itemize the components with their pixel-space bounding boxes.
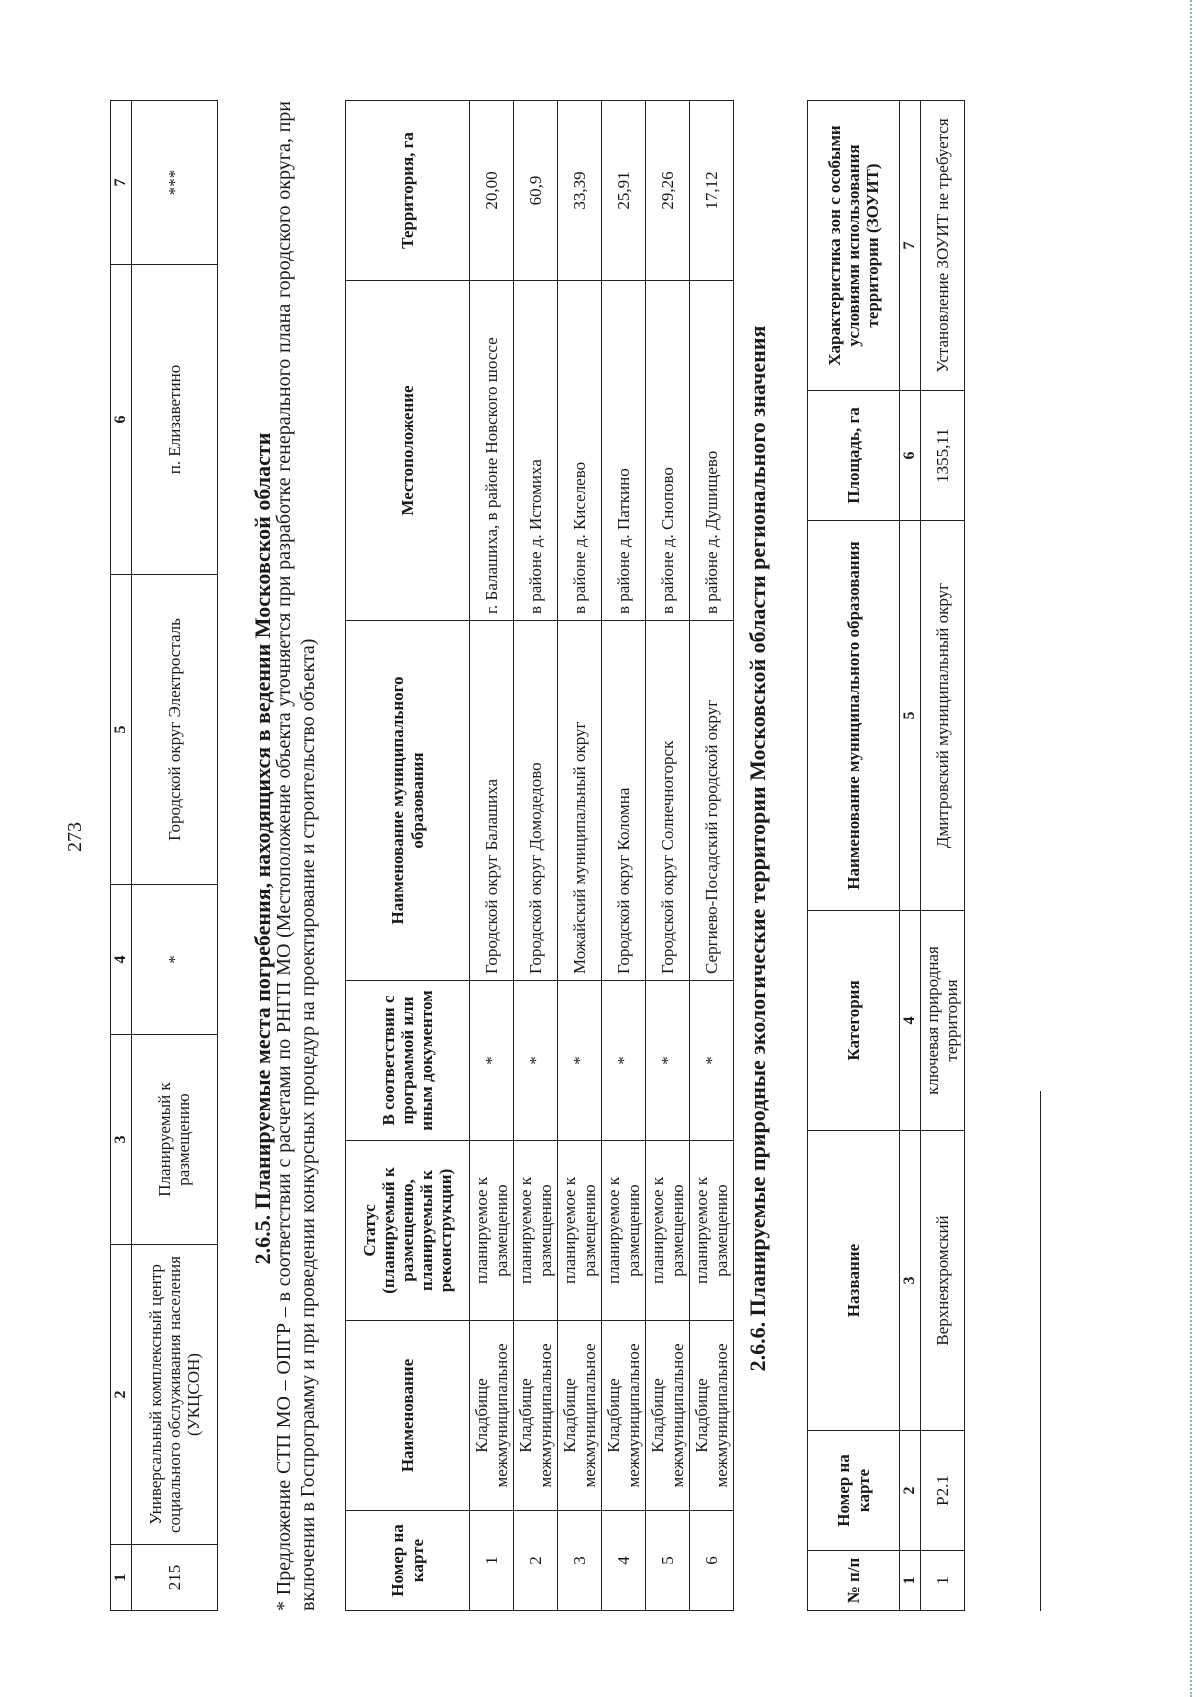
- table-cell: 5: [646, 1511, 690, 1611]
- header-cell: Наименование: [346, 1321, 470, 1511]
- table-cell: *: [514, 981, 558, 1141]
- table-cell: в районе д. Снопово: [646, 281, 690, 621]
- table-cell: планируемое к размещению: [558, 1141, 602, 1321]
- header-cell: Категория: [808, 911, 900, 1131]
- table-cell: в районе д. Душищево: [690, 281, 734, 621]
- table-row: [690, 101, 734, 1611]
- table-cell: 20,00: [470, 101, 514, 281]
- table-cell: Р2.1: [920, 1431, 964, 1551]
- table-cell: планируемое к размещению: [602, 1141, 646, 1321]
- table-cell: планируемое к размещению: [646, 1141, 690, 1321]
- table-cell: Кладбище межмуниципальное: [602, 1321, 646, 1511]
- table-cell: Кладбище межмуниципальное: [690, 1321, 734, 1511]
- index-cell: 7: [900, 101, 921, 391]
- table-cell: 4: [602, 1511, 646, 1611]
- index-cell: 3: [900, 1131, 921, 1431]
- header-cell: Наименование муниципального образования: [808, 521, 900, 911]
- table-cell: Кладбище межмуниципальное: [470, 1321, 514, 1511]
- table-cell: 33,39: [558, 101, 602, 281]
- index-cell: 2: [900, 1431, 921, 1551]
- header-cell: Местоположение: [346, 281, 470, 621]
- header-cell: Характеристика зон с особыми условиями использования территории (ЗОУИТ): [808, 101, 900, 391]
- header-cell: 6: [111, 265, 132, 575]
- table-cell: Городской округ Домодедово: [514, 621, 558, 981]
- table-cell: Установление ЗОУИТ не требуется: [920, 101, 964, 391]
- header-cell: 2: [111, 1245, 132, 1545]
- table-row: [131, 101, 217, 1611]
- table-cell: Городской округ Электросталь: [131, 575, 217, 885]
- table-cell: г. Балашиха, в районе Новского шоссе: [470, 281, 514, 621]
- footnote-separator: [1040, 1091, 1041, 1611]
- header-cell: Номер на карте: [808, 1431, 900, 1551]
- table-cell: *: [646, 981, 690, 1141]
- table-cell: 1: [920, 1551, 964, 1611]
- table-cell: п. Елизаветино: [131, 265, 217, 575]
- table-cell: 60,9: [514, 101, 558, 281]
- table-row: [470, 101, 514, 1611]
- table-cell: *: [470, 981, 514, 1141]
- header-cell: № п/п: [808, 1551, 900, 1611]
- table-index-row: [900, 101, 921, 1611]
- table-cell: Кладбище межмуниципальное: [514, 1321, 558, 1511]
- table-cell: *: [602, 981, 646, 1141]
- table-cell: планируемое к размещению: [514, 1141, 558, 1321]
- index-cell: 5: [900, 521, 921, 911]
- table-cell: 1: [470, 1511, 514, 1611]
- table-cell: Кладбище межмуниципальное: [558, 1321, 602, 1511]
- header-cell: Статус (планируемый к размещению, планируемый к реконструкции): [346, 1141, 470, 1321]
- table-cell: Городской округ Солнечногорск: [646, 621, 690, 981]
- footnote-text: * Предложение СТП МО – ОПГР – в соответствии с расчетами по РНГП МО (Местоположение объекта уточняется при разработке генерального плана городского округа, при включении в Госпрограмму и при проведении конкурсных процедур на проектирование и строительство объекта): [273, 101, 320, 1611]
- table-cell: планируемое к размещению: [690, 1141, 734, 1321]
- table-header-row: [346, 101, 470, 1611]
- table-row: [920, 101, 964, 1611]
- section-title-eco-territories: 2.6.6. Планируемые природные экологические территории Московской области регионального значения: [745, 325, 770, 1372]
- table-cell: *: [131, 885, 217, 1035]
- table-cell: Городской округ Балашиха: [470, 621, 514, 981]
- table-header-row: [808, 101, 900, 1611]
- page-number: 273: [64, 822, 86, 852]
- header-cell: Название: [808, 1131, 900, 1431]
- table-header-row: [111, 101, 132, 1611]
- table-cell: Сергиево-Посадский городской округ: [690, 621, 734, 981]
- table-cell: ***: [131, 101, 217, 265]
- table-row: [558, 101, 602, 1611]
- table-cell: Городской округ Коломна: [602, 621, 646, 981]
- table-cell: Планируемый к размещению: [131, 1035, 217, 1245]
- table-cell: 6: [690, 1511, 734, 1611]
- header-cell: Площадь, га: [808, 391, 900, 521]
- table-row: [514, 101, 558, 1611]
- header-cell: В соответствии с программой или иным документом: [346, 981, 470, 1141]
- table-cell: 29,26: [646, 101, 690, 281]
- table-cell: 1355,11: [920, 391, 964, 521]
- table-cell: Кладбище межмуниципальное: [646, 1321, 690, 1511]
- table-cell: Можайский муниципальный округ: [558, 621, 602, 981]
- header-cell: Наименование муниципального образования: [346, 621, 470, 981]
- table-ukcson: [110, 100, 218, 1611]
- table-cell: в районе д. Паткино: [602, 281, 646, 621]
- table-cell: 25,91: [602, 101, 646, 281]
- header-cell: Территория, га: [346, 101, 470, 281]
- table-eco-territories: [807, 100, 965, 1611]
- header-cell: 7: [111, 101, 132, 265]
- table-cell: *: [690, 981, 734, 1141]
- header-cell: 1: [111, 1545, 132, 1611]
- header-cell: 4: [111, 885, 132, 1035]
- scan-edge: [1190, 0, 1192, 1697]
- table-cell: Универсальный комплексный центр социального обслуживания населения (УКЦСОН): [131, 1245, 217, 1545]
- table-burial-places: [345, 100, 734, 1611]
- table-cell: 2: [514, 1511, 558, 1611]
- table-row: [646, 101, 690, 1611]
- table-cell: Верхнеяхромский: [920, 1131, 964, 1431]
- table-cell: 17,12: [690, 101, 734, 281]
- table-cell: в районе д. Истомиха: [514, 281, 558, 621]
- index-cell: 6: [900, 391, 921, 521]
- table-cell: 3: [558, 1511, 602, 1611]
- header-cell: Номер на карте: [346, 1511, 470, 1611]
- table-cell: ключевая природная территория: [920, 911, 964, 1131]
- header-cell: 3: [111, 1035, 132, 1245]
- table-cell: в районе д. Киселево: [558, 281, 602, 621]
- table-cell: *: [558, 981, 602, 1141]
- section-title-burial: 2.6.5. Планируемые места погребения, находящихся в ведении Московской области: [250, 432, 275, 1265]
- table-cell: 215: [131, 1545, 217, 1611]
- table-row: [602, 101, 646, 1611]
- index-cell: 1: [900, 1551, 921, 1611]
- index-cell: 4: [900, 911, 921, 1131]
- table-cell: планируемое к размещению: [470, 1141, 514, 1321]
- header-cell: 5: [111, 575, 132, 885]
- table-cell: Дмитровский муниципальный округ: [920, 521, 964, 911]
